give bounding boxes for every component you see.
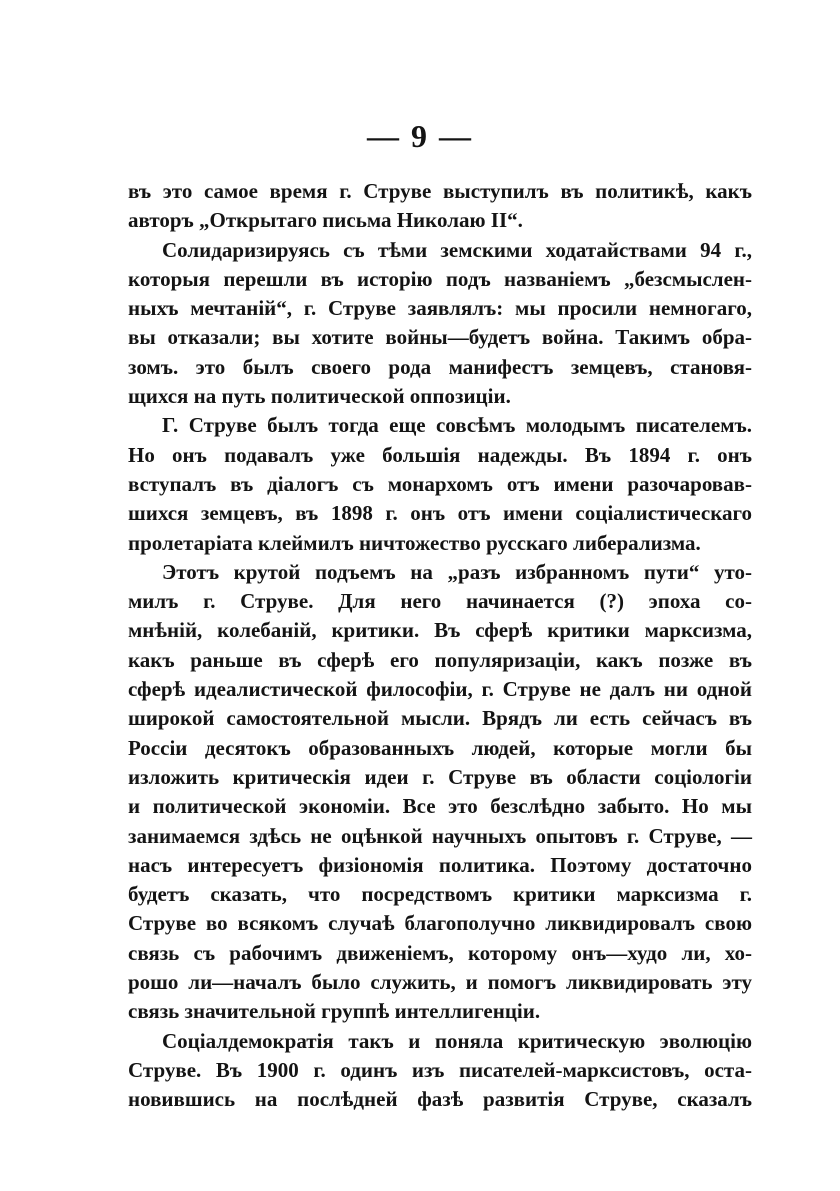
paragraph-first-line: Соціалдемократія такъ и поняла критическую эволюцію bbox=[162, 1028, 752, 1053]
text-line: широкой самостоятельной мысли. Врядъ ли есть сейчасъ въ bbox=[128, 706, 752, 731]
text-line: занимаемся здѣсь не оцѣнкой научныхъ опытовъ г. Струве, — bbox=[128, 823, 752, 848]
text-line: какъ раньше въ сферѣ его популяризаціи, какъ позже въ bbox=[128, 647, 752, 672]
text-line: щихся на путь политической оппозиціи. bbox=[128, 384, 511, 409]
paragraph-first-line: Этотъ крутой подъемъ на „разъ избранномъ пути“ уто- bbox=[162, 559, 752, 584]
text-line: Струве. Въ 1900 г. одинъ изъ писателей-марксистовъ, оста- bbox=[128, 1057, 752, 1082]
text-line: новившись на послѣдней фазѣ развитія Струве, сказалъ bbox=[128, 1087, 752, 1112]
paragraph-first-line: Солидаризируясь съ тѣми земскими ходатайствами 94 г., bbox=[162, 237, 752, 262]
text-line: связь значительной группѣ интеллигенціи. bbox=[128, 999, 541, 1024]
body-text bbox=[128, 177, 752, 1115]
text-line: ныхъ мечтаній“, г. Струве заявлялъ: мы просили немногаго, bbox=[128, 296, 752, 321]
text-line: Но онъ подавалъ уже большія надежды. Въ 1894 г. онъ bbox=[128, 442, 752, 467]
paragraph-first-line: Г. Струве былъ тогда еще совсѣмъ молодымъ писателемъ. bbox=[162, 413, 752, 438]
page-number: — 9 — bbox=[367, 118, 473, 154]
text-line: вступалъ въ діалогъ съ монархомъ отъ имени разочаровав- bbox=[128, 471, 752, 496]
text-line: изложить критическія идеи г. Струве въ области соціологіи bbox=[128, 764, 752, 789]
text-line: зомъ. это былъ своего рода манифестъ земцевъ, становя- bbox=[128, 354, 752, 379]
text-line: насъ интересуетъ физіономія политика. Поэтому достаточно bbox=[128, 852, 752, 877]
text-line: Струве во всякомъ случаѣ благополучно ликвидировалъ свою bbox=[128, 911, 752, 936]
text-line: въ это самое время г. Струве выступилъ въ политикѣ, какъ bbox=[128, 179, 752, 203]
text-line: мнѣній, колебаній, критики. Въ сферѣ критики марксизма, bbox=[128, 618, 752, 643]
text-line: Россіи десятокъ образованныхъ людей, которые могли бы bbox=[128, 735, 752, 760]
text-line: которыя перешли въ исторію подъ названіемъ „безсмыслен- bbox=[128, 266, 752, 291]
text-line: сферѣ идеалистической философіи, г. Струве не далъ ни одной bbox=[128, 677, 752, 702]
text-line: и политической экономіи. Все это безслѣдно забыто. Но мы bbox=[128, 794, 752, 819]
text-line: милъ г. Струве. Для него начинается (?) эпоха со- bbox=[128, 589, 752, 614]
text-line: шихся земцевъ, въ 1898 г. онъ отъ имени соціалистическаго bbox=[128, 501, 752, 526]
text-line: авторъ „Открытаго письма Николаю II“. bbox=[128, 208, 523, 233]
text-line: рошо ли—началъ было служить, и помогъ ликвидировать эту bbox=[128, 970, 752, 995]
text-line: пролетаріата клеймилъ ничтожество русскаго либерализма. bbox=[128, 530, 701, 555]
text-line: вы отказали; вы хотите войны—будетъ война. Такимъ обра- bbox=[128, 325, 752, 350]
text-line: связь съ рабочимъ движеніемъ, которому онъ—худо ли, хо- bbox=[128, 940, 752, 965]
text-line: будетъ сказать, что посредствомъ критики марксизма г. bbox=[128, 882, 752, 907]
